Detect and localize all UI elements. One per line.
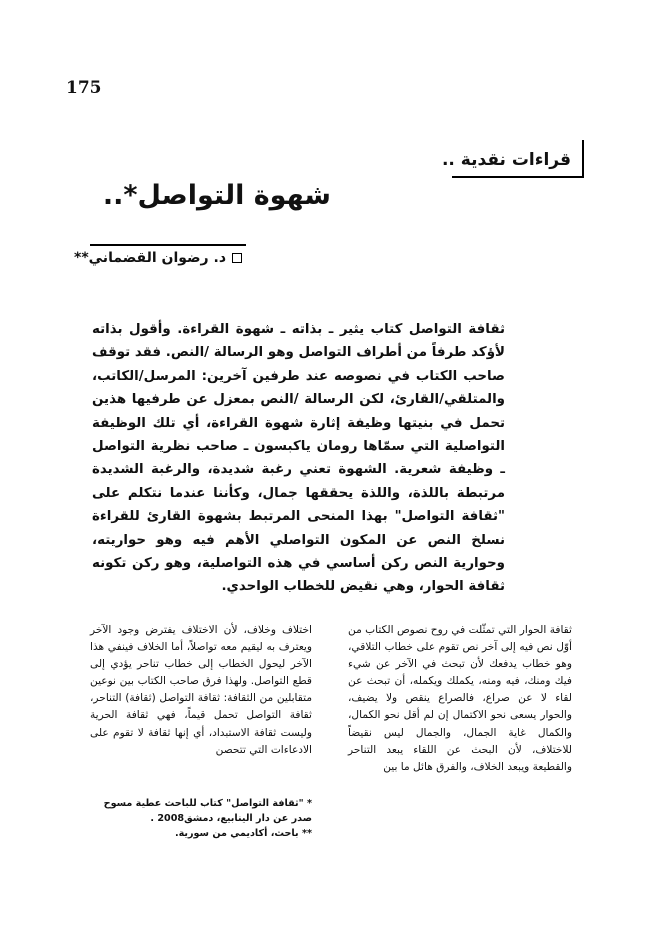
body-column-right: ثقافة الحوار التي تمثّلت في روح نصوص الكتاب من أوّل نص فيه إلى آخر نص تقوم على خطاب التلاقي، وهو خطاب يدفعك لأن تبحث في الآخر عن شيء فيك ومنك، فيه ومنه، يكملك ويكمله، أن تبحث عن لقاء لا عن صراع، فالصراع ينقص ولا يضيف، والحوار يسعى نحو الاكتمال إن لم أقل نحو الكمال، والكمال غاية الجمال، والجمال ليس نقيضاً للاختلاف، لأن البحث عن اللقاء يبعد التناحر والقطيعة ويبعد الخلاف، والفرق هائل ما بين	[348, 624, 572, 773]
footnote-1: * "ثقافة التواصل" كتاب للباحث عطية مسوح صدر عن دار الينابيع، دمشق2008 .	[103, 798, 312, 824]
footnotes	[90, 796, 312, 841]
author-line	[74, 250, 242, 266]
body-column-left: اختلاف وخلاف، لأن الاختلاف يفترض وجود الآخر ويعترف به ليقيم معه تواصلاً، أما الخلاف فينفي هذا الآخر ليحول الخطاب إلى خطاب تناحر يؤدي إلى قطع التواصل. ولهذا فرق صاحب الكتاب بين نوعين متقابلين من الثقافة: ثقافة التواصل (ثقافة) التناحر، ثقافة التواصل تحمل قيماً، فهي ثقافة الحرية وليست ثقافة الاستبداد، أي إنها ثقافة لا تقوم على الادعاءات التي تتحصن	[90, 624, 312, 756]
footnote-2: ** باحث، أكاديمي من سورية.	[174, 828, 312, 839]
page-number: 175	[66, 78, 102, 98]
square-bullet-icon	[232, 253, 242, 263]
section-rule-vertical	[582, 140, 584, 177]
article-title: شهوة التواصل*..	[102, 180, 331, 211]
section-label: قراءات نقدية ..	[441, 150, 571, 170]
section-rule-horizontal	[452, 176, 584, 178]
author-name: د. رضوان القضماني**	[74, 250, 226, 266]
abstract-paragraph: ثقافة التواصل كتاب يثير ـ بذاته ـ شهوة القراءة. وأقول بذاته لأؤكد طرفاً من أطراف التواصل وهو الرسالة /النص. فقد توقف صاحب الكتاب في نصوصه عند طرفين آخرين: المرسل/الكاتب، والمتلقي/القارئ، لكن الرسالة /النص بمعزل عن طرفيها هذين تحمل في بنيتها وظيفة إثارة شهوة القراءة، أي تلك الوظيفة التواصلية التي سمّاها رومان ياكبسون ـ صاحب نظرية التواصل ـ وظيفة شعرية. الشهوة تعني رغبة شديدة، والرغبة الشديدة مرتبطة باللذة، واللذة يحققها جمال، وكأننا عندما نتكلم على "ثقافة التواصل" بهذا المنحى المرتبط بشهوة القارئ للقراءة نسلخ النص عن المكون التواصلي الأهم فيه وهو حواريته، وحوارية النص ركن أساسي في هذه التواصلية، وهو ركن تكونه ثقافة الحوار، وهي نقيض للخطاب الواحدي.	[92, 322, 505, 595]
author-rule	[90, 244, 246, 246]
